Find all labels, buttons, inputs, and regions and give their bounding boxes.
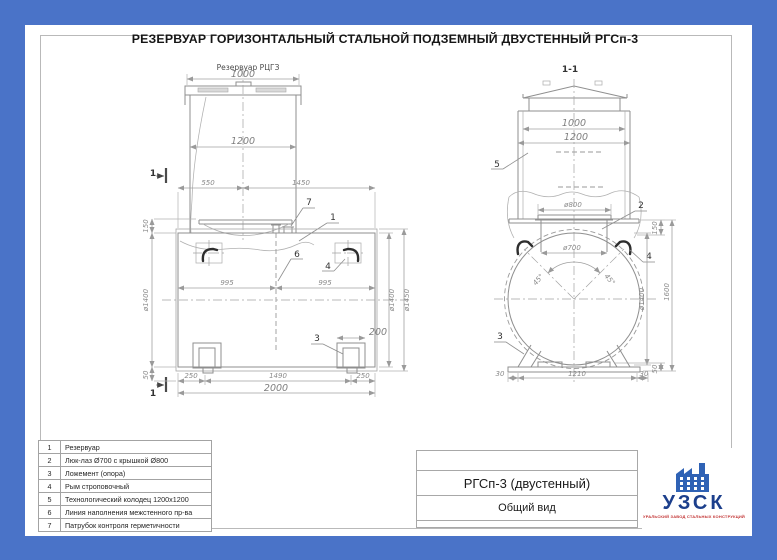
svg-text:ø1400: ø1400 <box>638 287 646 311</box>
factory-icon <box>673 462 715 492</box>
part-number: 1 <box>39 441 61 453</box>
callout-4-left <box>322 259 345 272</box>
svg-text:30: 30 <box>495 370 505 378</box>
svg-text:2: 2 <box>638 201 644 211</box>
manhole-side <box>180 220 314 251</box>
part-number: 5 <box>39 493 61 505</box>
left-view-caption: Резервуар РЦГЗ <box>216 63 280 72</box>
svg-text:3: 3 <box>314 334 320 344</box>
svg-text:6: 6 <box>294 250 300 260</box>
table-row <box>39 441 211 453</box>
callout-4-right <box>630 250 655 262</box>
dim-outer-1200 <box>518 132 630 143</box>
svg-text:1450: 1450 <box>292 179 310 187</box>
well-lid-section <box>523 81 627 111</box>
dim-50-left <box>142 367 176 381</box>
table-row <box>39 466 211 479</box>
part-name: Патрубок контроля герметичности <box>65 520 180 530</box>
svg-text:4: 4 <box>325 262 331 272</box>
support-right <box>337 343 365 373</box>
svg-text:2000: 2000 <box>263 383 289 394</box>
dim-well-1200 <box>190 136 296 147</box>
svg-text:995: 995 <box>220 279 234 287</box>
dim-bottom-row <box>178 372 375 397</box>
part-name: Линия наполнения межстенного пр-ва <box>65 507 193 517</box>
hook-right <box>616 242 630 255</box>
fill-line <box>271 225 281 352</box>
svg-text:1: 1 <box>149 389 157 399</box>
svg-text:45°: 45° <box>531 272 546 288</box>
part-number: 7 <box>39 519 61 531</box>
svg-text:3: 3 <box>497 332 503 342</box>
table-row <box>39 505 211 518</box>
svg-text:1200: 1200 <box>563 132 589 143</box>
svg-text:50: 50 <box>651 364 659 374</box>
part-name: Рым строповочный <box>65 481 130 491</box>
wavy-boundary <box>507 191 641 238</box>
title-block <box>416 450 638 528</box>
table-row <box>39 479 211 492</box>
part-number: 6 <box>39 506 61 518</box>
table-row <box>39 453 211 466</box>
company-logo <box>642 448 746 532</box>
svg-text:200: 200 <box>368 327 388 338</box>
hook-left <box>518 242 532 255</box>
logo-abbr: УЗСК <box>662 491 726 514</box>
svg-text:4: 4 <box>646 252 652 262</box>
dim-150-left <box>142 219 196 233</box>
svg-text:ø1450: ø1450 <box>403 288 411 312</box>
svg-text:1600: 1600 <box>663 283 671 301</box>
svg-text:250: 250 <box>356 372 370 380</box>
lifting-eye-left <box>193 240 225 266</box>
part-name: Технологический колодец 1200х1200 <box>65 494 189 504</box>
svg-text:ø1400: ø1400 <box>388 288 396 312</box>
svg-text:995: 995 <box>318 279 332 287</box>
break-line <box>191 97 206 233</box>
model-name: РГСп-3 (двустенный) <box>417 471 637 496</box>
callout-3-right <box>494 332 524 354</box>
svg-text:150: 150 <box>651 221 659 235</box>
control-nozzle <box>282 227 294 233</box>
svg-text:550: 550 <box>201 179 215 187</box>
svg-text:1: 1 <box>330 213 336 223</box>
svg-text:ø1400: ø1400 <box>142 288 150 312</box>
parts-table <box>38 440 212 532</box>
section-caption: 1-1 <box>561 65 579 75</box>
title-block-empty-row <box>417 451 637 471</box>
svg-text:ø800: ø800 <box>564 201 582 209</box>
svg-text:1200: 1200 <box>230 136 256 147</box>
svg-text:5: 5 <box>494 160 500 170</box>
right-view <box>491 65 676 384</box>
svg-text:30: 30 <box>639 370 649 378</box>
view-name: Общий вид <box>417 496 637 521</box>
svg-text:1000: 1000 <box>230 69 256 80</box>
angle-45-right <box>574 262 617 287</box>
svg-text:ø700: ø700 <box>563 244 581 252</box>
part-name: Люк-лаз Ø700 с крышкой Ø800 <box>65 455 169 465</box>
drawing-title: РЕЗЕРВУАР ГОРИЗОНТАЛЬНЫЙ СТАЛЬНОЙ ПОДЗЕМНЫЙ ДВУСТЕННЫЙ РГСп-3 <box>131 32 639 46</box>
part-name: Резервуар <box>65 442 100 452</box>
angle-45-left <box>531 262 574 287</box>
title-block-empty-row <box>417 521 637 530</box>
callout-7 <box>291 198 315 226</box>
callout-5 <box>491 153 528 170</box>
svg-text:1: 1 <box>149 169 157 179</box>
part-number: 4 <box>39 480 61 492</box>
support-left <box>193 343 221 373</box>
part-number: 2 <box>39 454 61 466</box>
callout-3-left <box>311 334 343 354</box>
svg-text:1210: 1210 <box>568 370 586 378</box>
callout-6 <box>278 250 303 281</box>
svg-text:1490: 1490 <box>269 372 287 380</box>
dim-inner-1000 <box>523 118 625 129</box>
callout-1 <box>299 213 339 241</box>
left-view <box>142 63 412 399</box>
svg-text:150: 150 <box>142 219 150 233</box>
lifting-eye-right <box>332 240 364 266</box>
table-row <box>39 492 211 505</box>
logo-subtitle: УРАЛЬСКИЙ ЗАВОД СТАЛЬНЫХ КОНСТРУКЦИЙ <box>643 513 745 519</box>
svg-text:1000: 1000 <box>561 118 587 129</box>
svg-text:250: 250 <box>184 372 198 380</box>
dim-dia1400-right <box>379 233 396 367</box>
dim-1600 <box>643 220 676 374</box>
diagonal-right <box>574 249 624 299</box>
diagonal-left <box>524 249 574 299</box>
dim-550-1450 <box>178 179 375 228</box>
part-number: 3 <box>39 467 61 479</box>
svg-text:7: 7 <box>306 198 312 208</box>
section-mark-top <box>150 168 166 183</box>
dim-200 <box>337 327 387 338</box>
svg-text:45°: 45° <box>602 272 617 288</box>
table-row <box>39 518 211 531</box>
dim-995-995 <box>178 279 375 288</box>
technological-well-side <box>185 68 301 240</box>
part-name: Ложемент (опора) <box>65 468 126 478</box>
svg-text:50: 50 <box>142 370 150 380</box>
